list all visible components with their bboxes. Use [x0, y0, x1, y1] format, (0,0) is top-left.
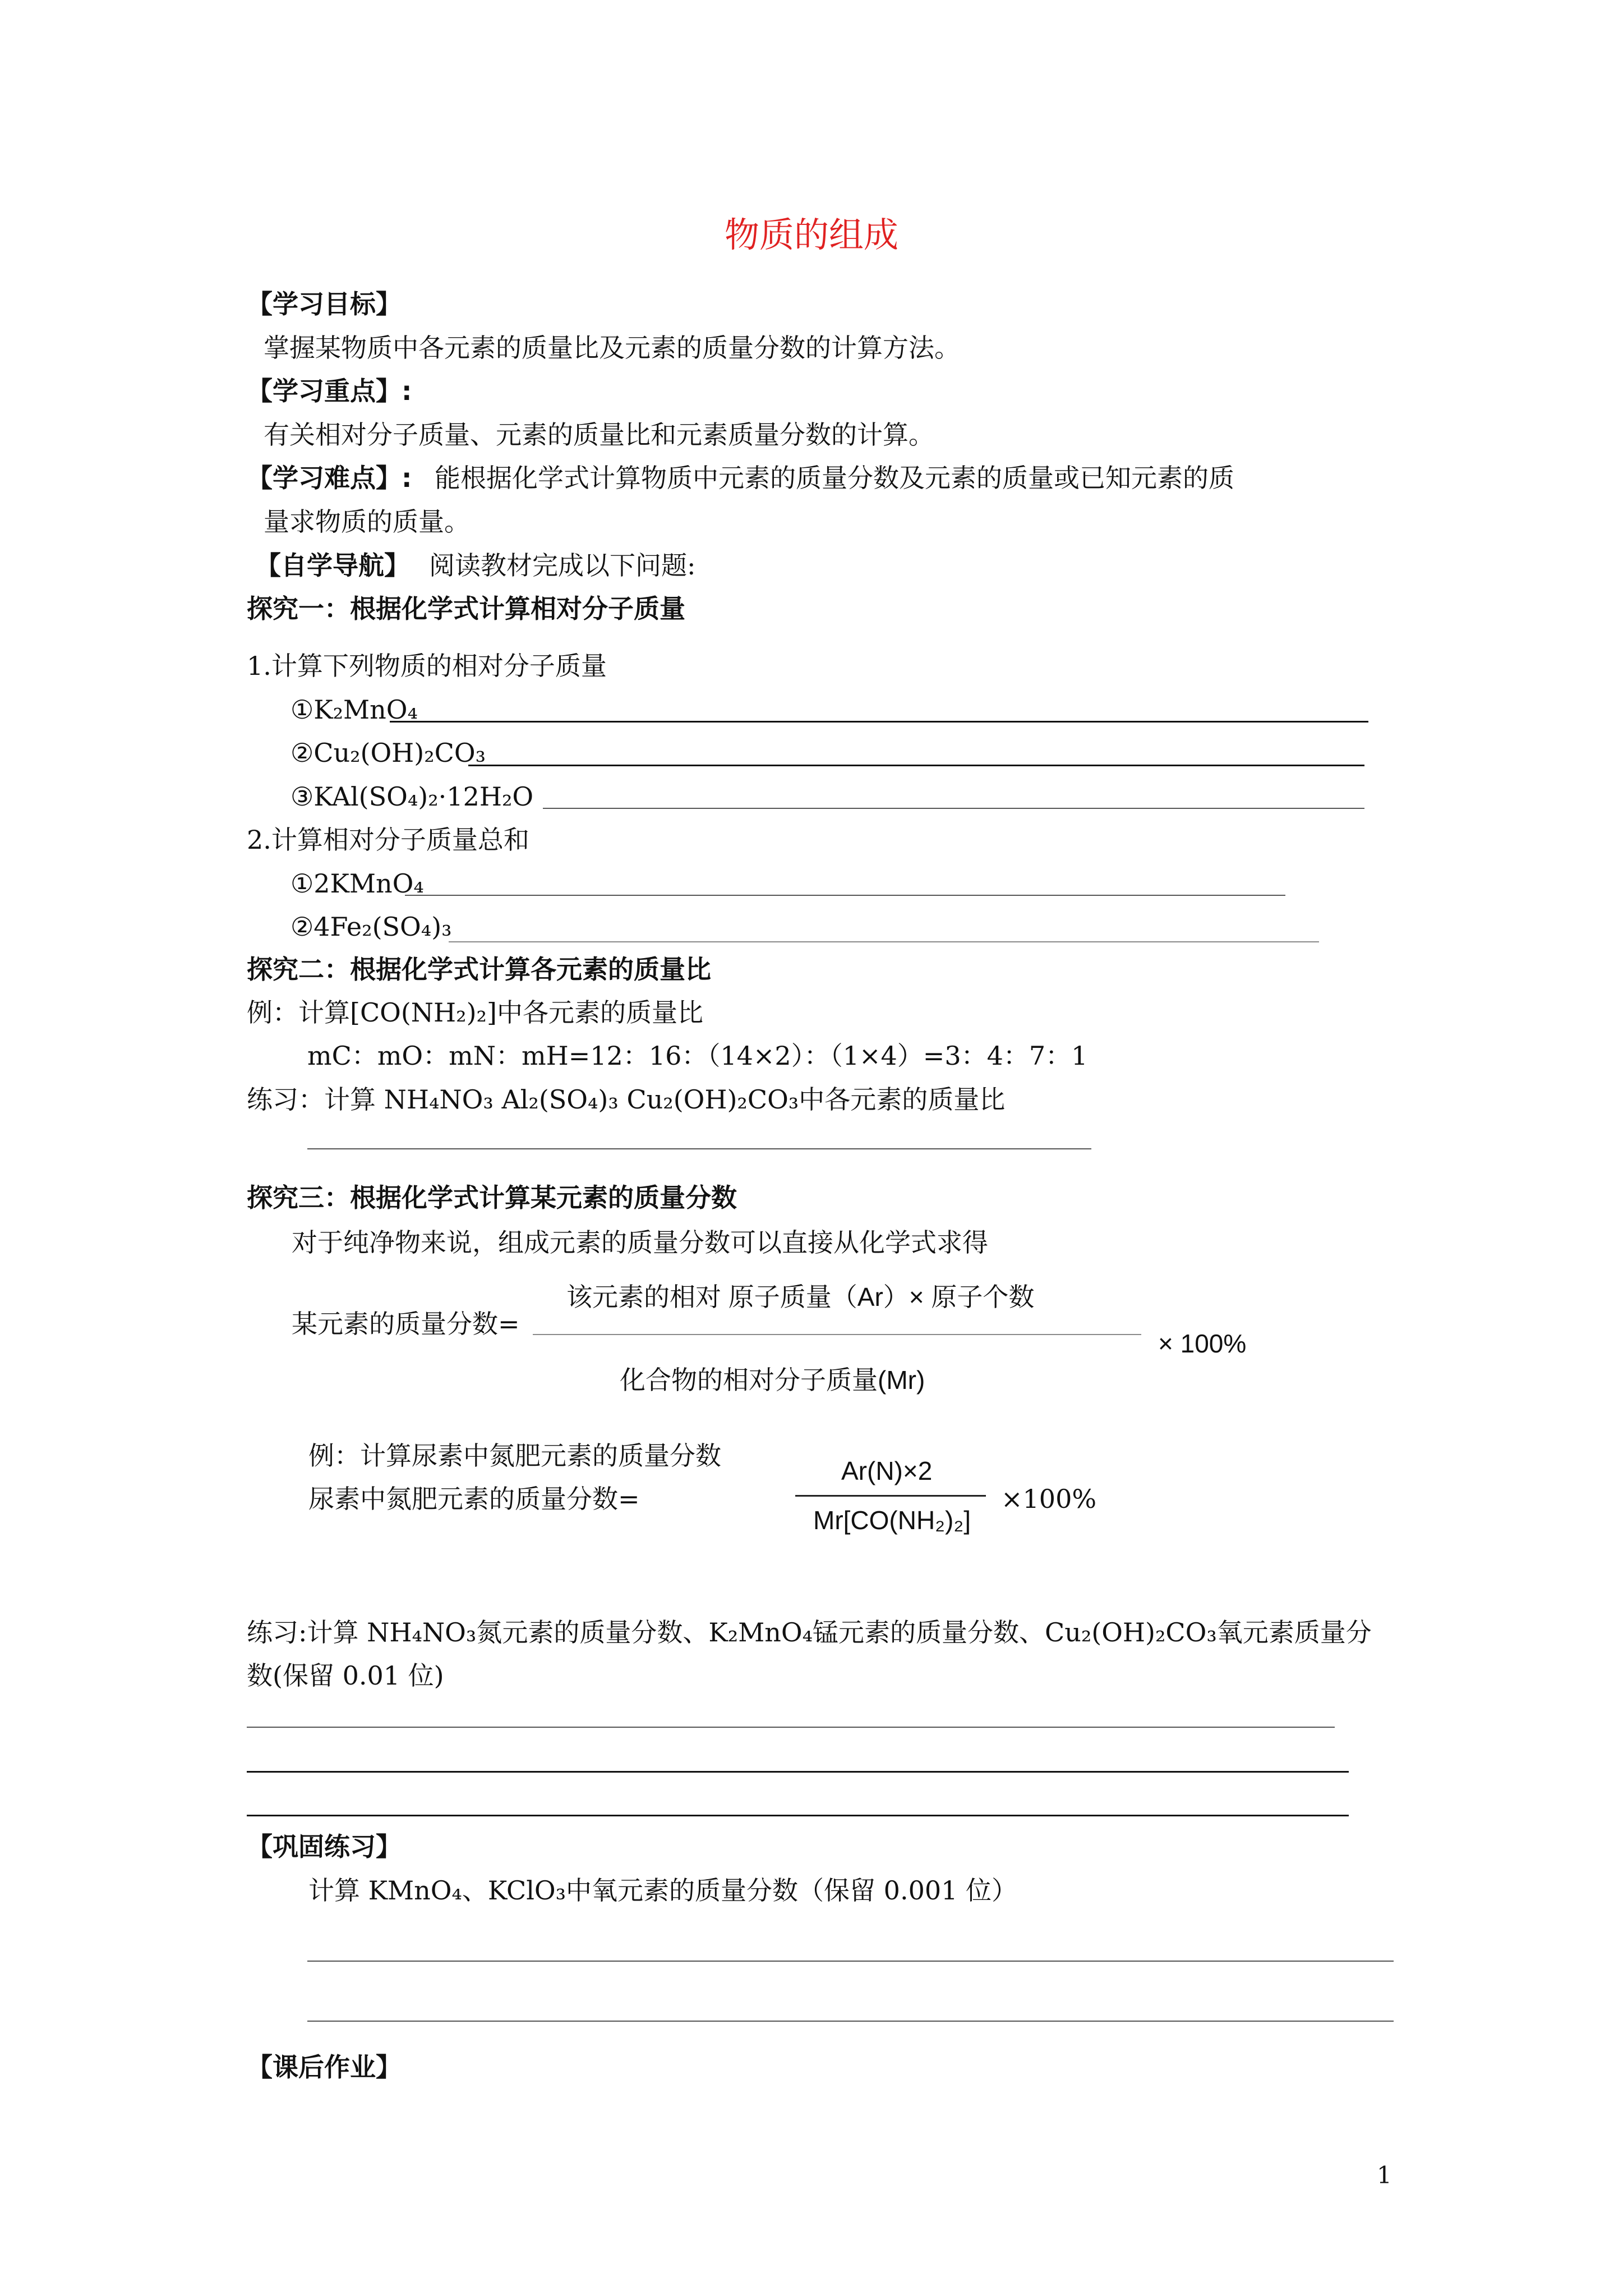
explore3-heading: 探究三：根据化学式计算某元素的质量分数: [247, 1182, 737, 1213]
answer-line: [307, 2021, 1394, 2022]
answer-line: [247, 1815, 1349, 1816]
item-marker: ①: [291, 694, 314, 725]
mass-fraction-denominator: 化合物的相对分子质量(Mr): [620, 1365, 925, 1395]
explore1-q2-item-1: [291, 867, 424, 900]
urea-factor: ×100%: [1001, 1484, 1097, 1514]
explore1-q1-item-3: [291, 780, 533, 813]
explore2-example-answer: mC：mO：mN：mH=12：16：（14×2）：（1×4）=3：4：7：1: [307, 1041, 1088, 1071]
practice-text: 计算 NH₄NO₃ Al₂(SO₄)₃ Cu₂(OH)₂CO₃中各元素的质量比: [324, 1084, 1006, 1115]
key-points-heading: 【学习重点】:: [247, 376, 412, 406]
explore1-q2-item-2: [291, 910, 452, 944]
goals-text: 掌握某物质中各元素的质量比及元素的质量分数的计算方法。: [264, 333, 960, 363]
explore1-heading: 探究一：根据化学式计算相对分子质量: [247, 593, 685, 624]
goals-heading: 【学习目标】: [247, 289, 402, 319]
answer-line: [307, 1148, 1091, 1149]
item-marker: ②: [291, 912, 314, 942]
formula: K₂MnO₄: [313, 694, 418, 725]
urea-numerator: Ar(N)×2: [841, 1456, 933, 1485]
example-label: 例：: [247, 997, 298, 1028]
urea-fraction-label: 尿素中氮肥元素的质量分数=: [308, 1484, 640, 1514]
fraction-bar: [533, 1334, 1141, 1335]
explore3-intro: 对于纯净物来说，组成元素的质量分数可以直接从化学式求得: [292, 1227, 988, 1258]
item-marker: ③: [291, 781, 314, 812]
explore1-question-2: 2.计算相对分子质量总和: [247, 825, 529, 855]
fraction-bar: [795, 1495, 986, 1497]
answer-line: [247, 1727, 1335, 1728]
explore1-question-1: 1.计算下列物质的相对分子质量: [247, 651, 607, 681]
answer-line: [449, 941, 1319, 942]
explore3-practice-line-1: 练习:计算 NH₄NO₃氮元素的质量分数、K₂MnO₄锰元素的质量分数、Cu₂(OH)₂CO₃氧元素质量分: [247, 1617, 1372, 1648]
urea-denominator: Mr[CO(NH₂)₂]: [813, 1506, 971, 1535]
answer-line: [390, 721, 1368, 723]
answer-line: [543, 808, 1364, 809]
answer-line: [247, 1771, 1349, 1773]
item-marker: ②: [291, 738, 314, 768]
homework-heading: 【课后作业】: [247, 2052, 402, 2082]
urea-example-title: 例：计算尿素中氮肥元素的质量分数: [308, 1441, 721, 1471]
page-number: 1: [1377, 2161, 1392, 2189]
self-study-heading: 【自学导航】: [255, 550, 410, 581]
difficulties-text-1: 能根据化学式计算物质中元素的质量分数及元素的质量或已知元素的质: [435, 463, 1234, 493]
explore3-practice-line-2: 数(保留 0.01 位): [247, 1660, 444, 1691]
consolidate-heading: 【巩固练习】: [247, 1832, 402, 1862]
explore2-practice: [247, 1083, 1005, 1116]
formula: KAl(SO₄)₂·12H₂O: [313, 781, 534, 812]
explore1-q1-item-2: [291, 736, 486, 770]
difficulties-text-2: 量求物质的质量。: [264, 507, 470, 537]
practice-label: 练习：: [247, 1084, 324, 1115]
example-text: 计算[CO(NH₂)₂]中各元素的质量比: [298, 997, 703, 1028]
mass-fraction-numerator: 该元素的相对 原子质量（Ar）× 原子个数: [566, 1282, 1035, 1312]
answer-line: [468, 765, 1364, 766]
formula: 2KMnO₄: [313, 868, 424, 899]
answer-line: [307, 1961, 1394, 1962]
difficulties-heading: 【学习难点】:: [247, 463, 412, 493]
mass-fraction-label: 某元素的质量分数=: [292, 1309, 520, 1339]
explore2-example: [247, 996, 703, 1029]
answer-line: [405, 895, 1285, 896]
formula: Cu₂(OH)₂CO₃: [313, 738, 486, 768]
mass-fraction-factor: × 100%: [1158, 1329, 1247, 1358]
item-marker: ①: [291, 868, 314, 899]
consolidate-text: 计算 KMnO₄、KClO₃中氧元素的质量分数（保留 0.001 位）: [308, 1875, 1017, 1906]
formula: 4Fe₂(SO₄)₃: [313, 912, 452, 942]
page-title: 物质的组成: [724, 216, 898, 255]
self-study-text: 阅读教材完成以下问题:: [429, 550, 696, 581]
key-points-text: 有关相对分子质量、元素的质量比和元素质量分数的计算。: [264, 420, 934, 450]
explore2-heading: 探究二：根据化学式计算各元素的质量比: [247, 954, 711, 984]
